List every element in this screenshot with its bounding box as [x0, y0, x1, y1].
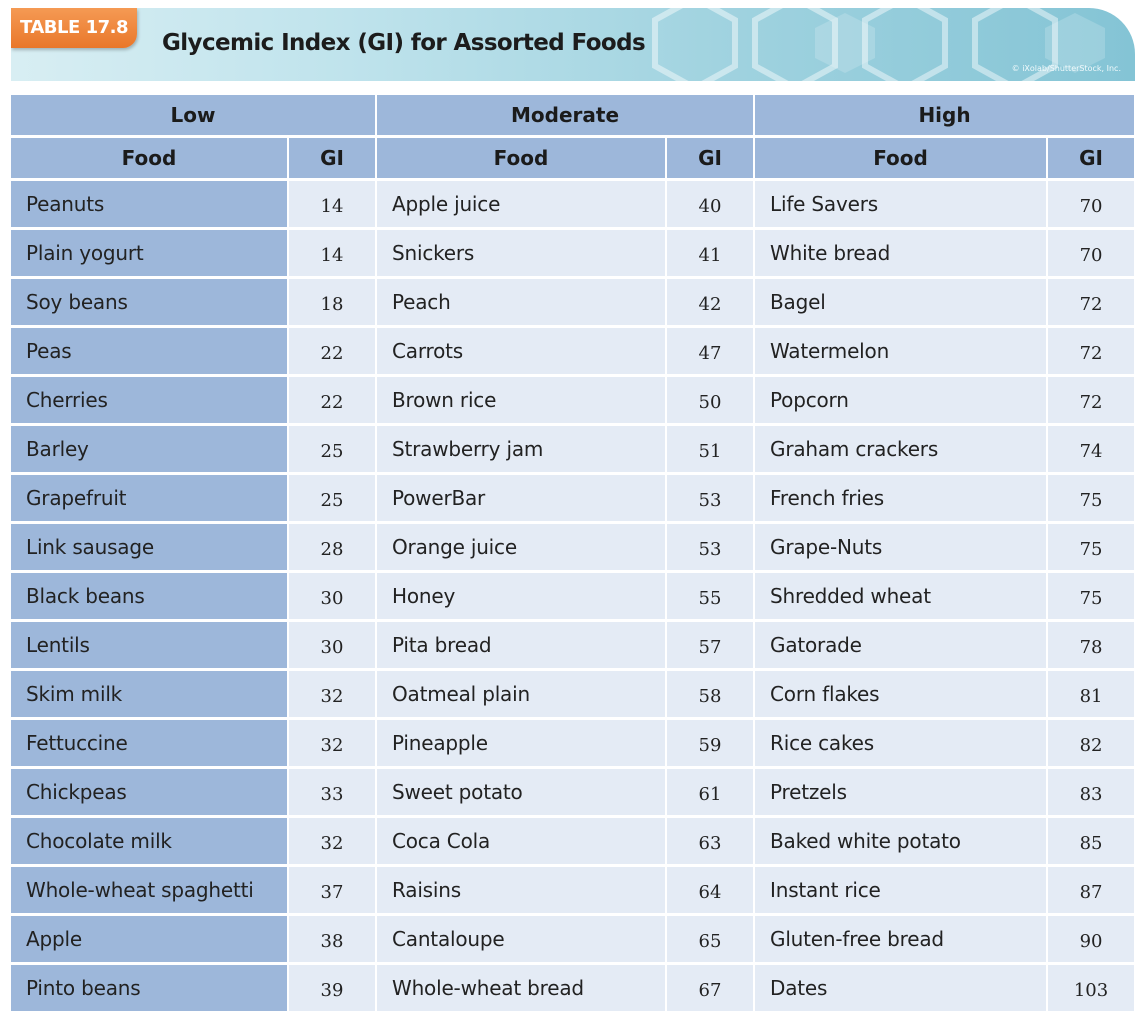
moderate-food-cell: Oatmeal plain: [377, 671, 665, 717]
moderate-food-cell: Snickers: [377, 230, 665, 276]
high-gi-cell: 81: [1048, 671, 1134, 717]
moderate-gi-cell: 64: [667, 867, 753, 913]
high-food-cell: Graham crackers: [755, 426, 1046, 472]
low-gi-cell: 30: [289, 573, 375, 619]
moderate-gi-cell: 58: [667, 671, 753, 717]
high-food-cell: Bagel: [755, 279, 1046, 325]
table-row: [11, 475, 1134, 521]
category-high-header: High: [755, 95, 1134, 135]
moderate-food-cell: Strawberry jam: [377, 426, 665, 472]
moderate-food-cell: Sweet potato: [377, 769, 665, 815]
high-gi-cell: 103: [1048, 965, 1134, 1011]
table-row: [11, 720, 1134, 766]
moderate-food-cell: Pineapple: [377, 720, 665, 766]
high-food-column-header: Food: [755, 138, 1046, 178]
moderate-gi-cell: 50: [667, 377, 753, 423]
table-row: [11, 671, 1134, 717]
high-food-cell: French fries: [755, 475, 1046, 521]
moderate-gi-cell: 51: [667, 426, 753, 472]
moderate-food-cell: Honey: [377, 573, 665, 619]
high-gi-cell: 75: [1048, 475, 1134, 521]
moderate-food-cell: Coca Cola: [377, 818, 665, 864]
low-gi-cell: 32: [289, 720, 375, 766]
low-food-cell: Grapefruit: [11, 475, 287, 521]
low-gi-cell: 39: [289, 965, 375, 1011]
high-food-cell: Gatorade: [755, 622, 1046, 668]
low-gi-cell: 22: [289, 328, 375, 374]
low-gi-cell: 14: [289, 181, 375, 227]
moderate-gi-cell: 55: [667, 573, 753, 619]
low-food-cell: Chocolate milk: [11, 818, 287, 864]
high-gi-cell: 90: [1048, 916, 1134, 962]
high-gi-cell: 83: [1048, 769, 1134, 815]
moderate-food-cell: Apple juice: [377, 181, 665, 227]
high-food-cell: Rice cakes: [755, 720, 1046, 766]
moderate-gi-cell: 67: [667, 965, 753, 1011]
table-row: [11, 916, 1134, 962]
low-food-cell: Chickpeas: [11, 769, 287, 815]
low-food-cell: Fettuccine: [11, 720, 287, 766]
high-food-cell: Grape-Nuts: [755, 524, 1046, 570]
moderate-food-cell: Cantaloupe: [377, 916, 665, 962]
moderate-food-cell: Orange juice: [377, 524, 665, 570]
table-row: [11, 328, 1134, 374]
high-gi-cell: 72: [1048, 328, 1134, 374]
table-banner: [11, 8, 1135, 81]
category-moderate-header: Moderate: [377, 95, 753, 135]
moderate-food-cell: PowerBar: [377, 475, 665, 521]
low-gi-cell: 33: [289, 769, 375, 815]
high-gi-cell: 87: [1048, 867, 1134, 913]
high-gi-cell: 82: [1048, 720, 1134, 766]
moderate-food-cell: Peach: [377, 279, 665, 325]
low-gi-cell: 37: [289, 867, 375, 913]
table-number-tag: TABLE 17.8: [11, 8, 137, 48]
moderate-gi-cell: 53: [667, 524, 753, 570]
moderate-gi-cell: 40: [667, 181, 753, 227]
high-gi-cell: 75: [1048, 524, 1134, 570]
high-food-cell: Pretzels: [755, 769, 1046, 815]
moderate-food-cell: Whole-wheat bread: [377, 965, 665, 1011]
moderate-gi-cell: 41: [667, 230, 753, 276]
table-row: [11, 524, 1134, 570]
table-row: [11, 279, 1134, 325]
table-row: [11, 818, 1134, 864]
table-row: [11, 965, 1134, 1011]
category-header-row: [11, 95, 1134, 135]
low-food-cell: Soy beans: [11, 279, 287, 325]
low-gi-cell: 30: [289, 622, 375, 668]
low-food-cell: Link sausage: [11, 524, 287, 570]
high-food-cell: Gluten-free bread: [755, 916, 1046, 962]
high-gi-column-header: GI: [1048, 138, 1134, 178]
image-credit: © iXolab/ShutterStock, Inc.: [1011, 64, 1121, 73]
table-title: Glycemic Index (GI) for Assorted Foods: [162, 30, 646, 56]
moderate-gi-column-header: GI: [667, 138, 753, 178]
low-gi-cell: 32: [289, 671, 375, 717]
moderate-gi-cell: 57: [667, 622, 753, 668]
moderate-gi-cell: 65: [667, 916, 753, 962]
high-food-cell: Popcorn: [755, 377, 1046, 423]
glycemic-index-table: [9, 92, 1136, 1014]
moderate-food-column-header: Food: [377, 138, 665, 178]
high-gi-cell: 70: [1048, 230, 1134, 276]
moderate-food-cell: Raisins: [377, 867, 665, 913]
table-row: [11, 377, 1134, 423]
high-gi-cell: 74: [1048, 426, 1134, 472]
low-gi-cell: 14: [289, 230, 375, 276]
low-gi-cell: 18: [289, 279, 375, 325]
table-row: [11, 769, 1134, 815]
high-food-cell: Watermelon: [755, 328, 1046, 374]
low-gi-cell: 32: [289, 818, 375, 864]
high-food-cell: Instant rice: [755, 867, 1046, 913]
low-food-cell: Cherries: [11, 377, 287, 423]
low-gi-cell: 28: [289, 524, 375, 570]
table-row: [11, 181, 1134, 227]
moderate-gi-cell: 47: [667, 328, 753, 374]
low-food-cell: Apple: [11, 916, 287, 962]
table-row: [11, 426, 1134, 472]
table-row: [11, 230, 1134, 276]
moderate-food-cell: Carrots: [377, 328, 665, 374]
moderate-food-cell: Brown rice: [377, 377, 665, 423]
high-gi-cell: 75: [1048, 573, 1134, 619]
high-food-cell: Shredded wheat: [755, 573, 1046, 619]
moderate-gi-cell: 42: [667, 279, 753, 325]
category-low-header: Low: [11, 95, 375, 135]
high-food-cell: Life Savers: [755, 181, 1046, 227]
moderate-gi-cell: 59: [667, 720, 753, 766]
high-gi-cell: 70: [1048, 181, 1134, 227]
column-header-row: [11, 138, 1134, 178]
low-gi-cell: 22: [289, 377, 375, 423]
high-food-cell: Dates: [755, 965, 1046, 1011]
high-food-cell: White bread: [755, 230, 1046, 276]
low-gi-cell: 38: [289, 916, 375, 962]
low-gi-cell: 25: [289, 426, 375, 472]
low-food-column-header: Food: [11, 138, 287, 178]
high-gi-cell: 78: [1048, 622, 1134, 668]
low-food-cell: Peas: [11, 328, 287, 374]
moderate-food-cell: Pita bread: [377, 622, 665, 668]
moderate-gi-cell: 61: [667, 769, 753, 815]
low-food-cell: Skim milk: [11, 671, 287, 717]
low-food-cell: Plain yogurt: [11, 230, 287, 276]
high-food-cell: Baked white potato: [755, 818, 1046, 864]
high-gi-cell: 72: [1048, 377, 1134, 423]
high-food-cell: Corn flakes: [755, 671, 1046, 717]
low-gi-column-header: GI: [289, 138, 375, 178]
low-food-cell: Whole-wheat spaghetti: [11, 867, 287, 913]
low-gi-cell: 25: [289, 475, 375, 521]
low-food-cell: Barley: [11, 426, 287, 472]
table-row: [11, 867, 1134, 913]
low-food-cell: Lentils: [11, 622, 287, 668]
moderate-gi-cell: 63: [667, 818, 753, 864]
table-row: [11, 573, 1134, 619]
low-food-cell: Pinto beans: [11, 965, 287, 1011]
high-gi-cell: 72: [1048, 279, 1134, 325]
moderate-gi-cell: 53: [667, 475, 753, 521]
table-body: [11, 181, 1134, 1011]
low-food-cell: Peanuts: [11, 181, 287, 227]
table-row: [11, 622, 1134, 668]
high-gi-cell: 85: [1048, 818, 1134, 864]
low-food-cell: Black beans: [11, 573, 287, 619]
